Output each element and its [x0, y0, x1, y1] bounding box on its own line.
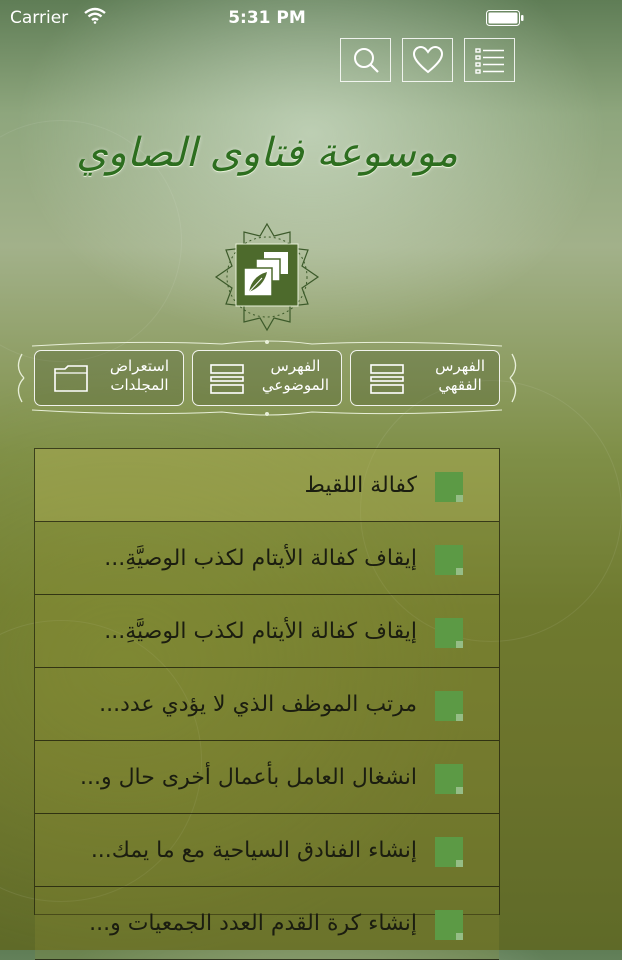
- favorites-button[interactable]: [402, 38, 453, 82]
- list-item[interactable]: [35, 887, 499, 960]
- item-bullet-icon: [435, 545, 463, 575]
- folder-icon: [51, 363, 91, 395]
- battery-icon: [486, 10, 524, 26]
- list-item[interactable]: [35, 449, 499, 522]
- item-bullet-icon: [435, 910, 463, 940]
- volumes-label-1: استعراض: [109, 357, 169, 375]
- fiqh-index-button[interactable]: [350, 350, 500, 406]
- fatwa-list[interactable]: [34, 448, 500, 936]
- list-item-title: كفالة اللقيط: [304, 473, 417, 498]
- list-item[interactable]: [35, 522, 499, 595]
- list-item-title: إنشاء كرة القدم العدد الجمعيات و...: [89, 911, 417, 936]
- topic-index-button[interactable]: [192, 350, 342, 406]
- list-item-title: مرتب الموظف الذي لا يؤدي عدد...: [99, 692, 417, 717]
- topic-index-label-1: الفهرس: [270, 357, 321, 375]
- app-title: موسوعة فتاوى الصاوي: [76, 130, 458, 176]
- menu-button[interactable]: [464, 38, 515, 82]
- list-item-title: إيقاف كفالة الأيتام لكذب الوصيَّةِ...: [104, 546, 417, 571]
- search-button[interactable]: [340, 38, 391, 82]
- status-time: 5:31 PM: [228, 8, 306, 28]
- rows-icon: [367, 363, 407, 395]
- item-bullet-icon: [435, 764, 463, 794]
- list-item[interactable]: [35, 741, 499, 814]
- list-item-title: انشغال العامل بأعمال أخرى حال و...: [79, 765, 417, 790]
- carrier-label: Carrier: [10, 8, 69, 28]
- list-item[interactable]: [35, 814, 499, 887]
- list-item[interactable]: [35, 668, 499, 741]
- search-icon: [350, 45, 382, 75]
- heart-icon: [412, 45, 444, 75]
- volumes-label-2: المجلدات: [110, 376, 169, 394]
- item-bullet-icon: [435, 472, 463, 502]
- list-item-title: إنشاء الفنادق السياحية مع ما يمك...: [90, 838, 417, 863]
- rows-icon: [207, 363, 247, 395]
- item-bullet-icon: [435, 837, 463, 867]
- app-logo: [212, 222, 322, 332]
- topic-index-label-2: الموضوعي: [261, 376, 329, 394]
- list-item[interactable]: [35, 595, 499, 668]
- list-icon: [474, 45, 506, 75]
- list-item-title: إيقاف كفالة الأيتام لكذب الوصيَّةِ...: [104, 619, 417, 644]
- fiqh-index-label-1: الفهرس: [435, 357, 485, 375]
- status-bar: [0, 0, 534, 38]
- item-bullet-icon: [435, 691, 463, 721]
- item-bullet-icon: [435, 618, 463, 648]
- volumes-button[interactable]: [34, 350, 184, 406]
- fiqh-index-label-2: الفقهي: [438, 376, 482, 394]
